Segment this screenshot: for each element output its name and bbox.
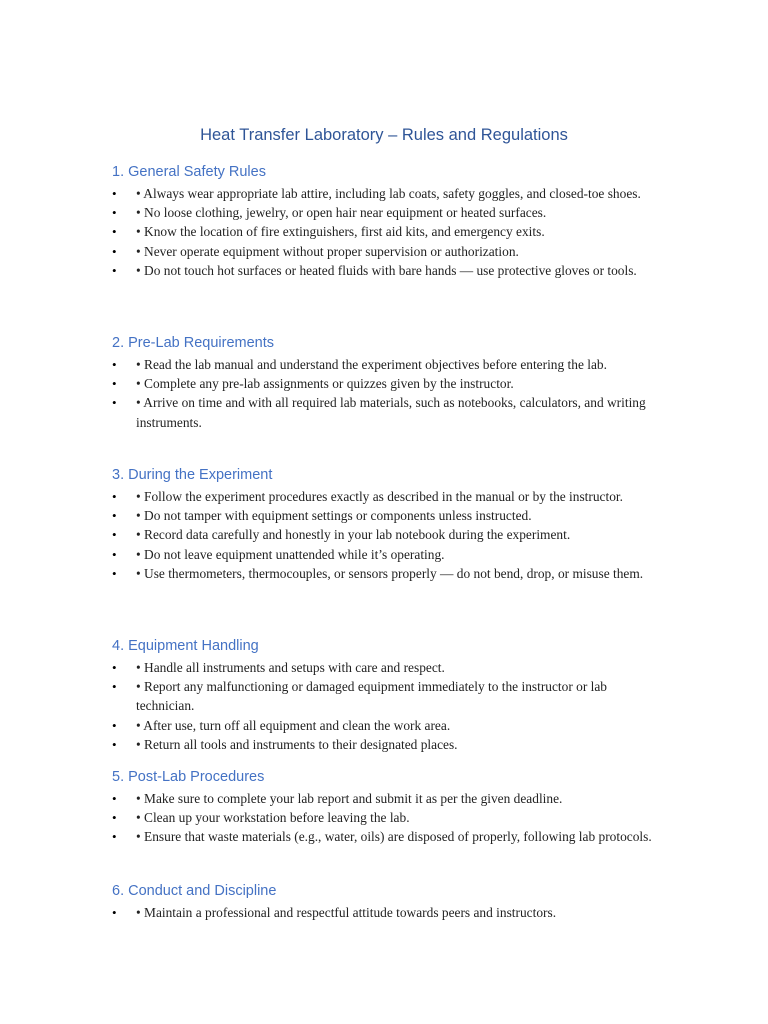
document-title: Heat Transfer Laboratory – Rules and Regulations	[200, 126, 568, 144]
bullet-icon: •	[112, 546, 117, 562]
section-pre-lab-requirements	[112, 333, 657, 432]
list-item	[112, 564, 657, 583]
bullet-icon: •	[112, 527, 117, 543]
section-heading: 5. Post-Lab Procedures	[112, 769, 265, 785]
rule-list	[112, 487, 657, 583]
list-item-text: • Read the lab manual and understand the experiment objectives before entering the lab.	[136, 357, 607, 372]
section-conduct-and-discipline	[112, 881, 657, 922]
section-heading: 1. General Safety Rules	[112, 164, 266, 180]
section-heading: 3. During the Experiment	[112, 467, 273, 483]
list-item-text: • Record data carefully and honestly in your lab notebook during the experiment.	[136, 527, 571, 543]
list-item	[112, 789, 657, 808]
list-item	[112, 222, 657, 241]
list-item-text: • Do not leave equipment unattended while it’s operating.	[136, 546, 445, 562]
list-item	[112, 393, 657, 431]
bullet-icon: •	[112, 224, 117, 240]
list-item-text: • Follow the experiment procedures exactly as described in the manual or by the instructor.	[136, 489, 623, 504]
list-item	[112, 735, 657, 754]
list-item	[112, 355, 657, 374]
list-item-text: • Handle all instruments and setups with care and respect.	[136, 660, 445, 675]
list-item-text: • Report any malfunctioning or damaged equipment immediately to the instructor or lab technician.	[136, 679, 608, 714]
list-item	[112, 525, 657, 544]
bullet-icon: •	[112, 717, 117, 733]
list-item	[112, 827, 657, 846]
list-item-text: • Arrive on time and with all required lab materials, such as notebooks, calculators, and writing instruments.	[136, 395, 646, 430]
section-equipment-handling	[112, 636, 657, 754]
list-item	[112, 242, 657, 261]
list-item	[112, 808, 657, 827]
list-item-text: • Do not tamper with equipment settings or components unless instructed.	[136, 508, 532, 524]
list-item	[112, 677, 657, 715]
list-item	[112, 903, 657, 922]
list-item	[112, 261, 657, 280]
section-heading: 2. Pre-Lab Requirements	[112, 335, 274, 351]
list-item	[112, 658, 657, 677]
list-item-text: • Clean up your workstation before leaving the lab.	[136, 810, 410, 826]
bullet-icon: •	[112, 660, 117, 675]
rule-list	[112, 903, 657, 922]
list-item	[112, 506, 657, 525]
bullet-icon: •	[112, 565, 117, 581]
section-heading: 4. Equipment Handling	[112, 638, 259, 654]
list-item	[112, 716, 657, 735]
list-item-text: • Always wear appropriate lab attire, including lab coats, safety goggles, and closed-toe shoes.	[136, 186, 641, 201]
list-item	[112, 374, 657, 393]
bullet-icon: •	[112, 736, 117, 752]
bullet-icon: •	[112, 243, 117, 259]
rule-list	[112, 184, 657, 280]
rule-list	[112, 355, 657, 432]
section-post-lab-procedures	[112, 767, 657, 847]
bullet-icon: •	[112, 791, 117, 806]
bullet-icon: •	[112, 508, 117, 524]
section-heading: 6. Conduct and Discipline	[112, 883, 277, 899]
list-item-text: • Ensure that waste materials (e.g., water, oils) are disposed of properly, following lab protocols.	[136, 829, 652, 845]
list-item	[112, 545, 657, 564]
section-during-the-experiment	[112, 465, 657, 583]
section-general-safety-rules	[112, 162, 657, 280]
list-item-text: • After use, turn off all equipment and clean the work area.	[136, 717, 451, 733]
list-item-text: • Never operate equipment without proper supervision or authorization.	[136, 243, 519, 259]
list-item-text: • Make sure to complete your lab report and submit it as per the given deadline.	[136, 791, 563, 806]
bullet-icon: •	[112, 395, 117, 411]
list-item-text: • No loose clothing, jewelry, or open hair near equipment or heated surfaces.	[136, 205, 547, 221]
bullet-icon: •	[112, 376, 117, 392]
list-item-text: • Maintain a professional and respectful attitude towards peers and instructors.	[136, 905, 557, 920]
bullet-icon: •	[112, 829, 117, 845]
bullet-icon: •	[112, 810, 117, 826]
bullet-icon: •	[112, 205, 117, 221]
rule-list	[112, 789, 657, 847]
list-item-text: • Know the location of fire extinguishers, first aid kits, and emergency exits.	[136, 224, 545, 240]
bullet-icon: •	[112, 489, 117, 504]
bullet-icon: •	[112, 679, 117, 695]
bullet-icon: •	[112, 186, 117, 201]
bullet-icon: •	[112, 357, 117, 372]
list-item-text: • Return all tools and instruments to their designated places.	[136, 736, 458, 752]
list-item	[112, 487, 657, 506]
list-item-text: • Do not touch hot surfaces or heated fluids with bare hands — use protective gloves or tools.	[136, 262, 637, 278]
list-item-text: • Complete any pre-lab assignments or quizzes given by the instructor.	[136, 376, 514, 392]
bullet-icon: •	[112, 905, 117, 920]
bullet-icon: •	[112, 262, 117, 278]
list-item	[112, 184, 657, 203]
list-item-text: • Use thermometers, thermocouples, or sensors properly — do not bend, drop, or misuse them.	[136, 565, 644, 581]
rule-list	[112, 658, 657, 754]
list-item	[112, 203, 657, 222]
